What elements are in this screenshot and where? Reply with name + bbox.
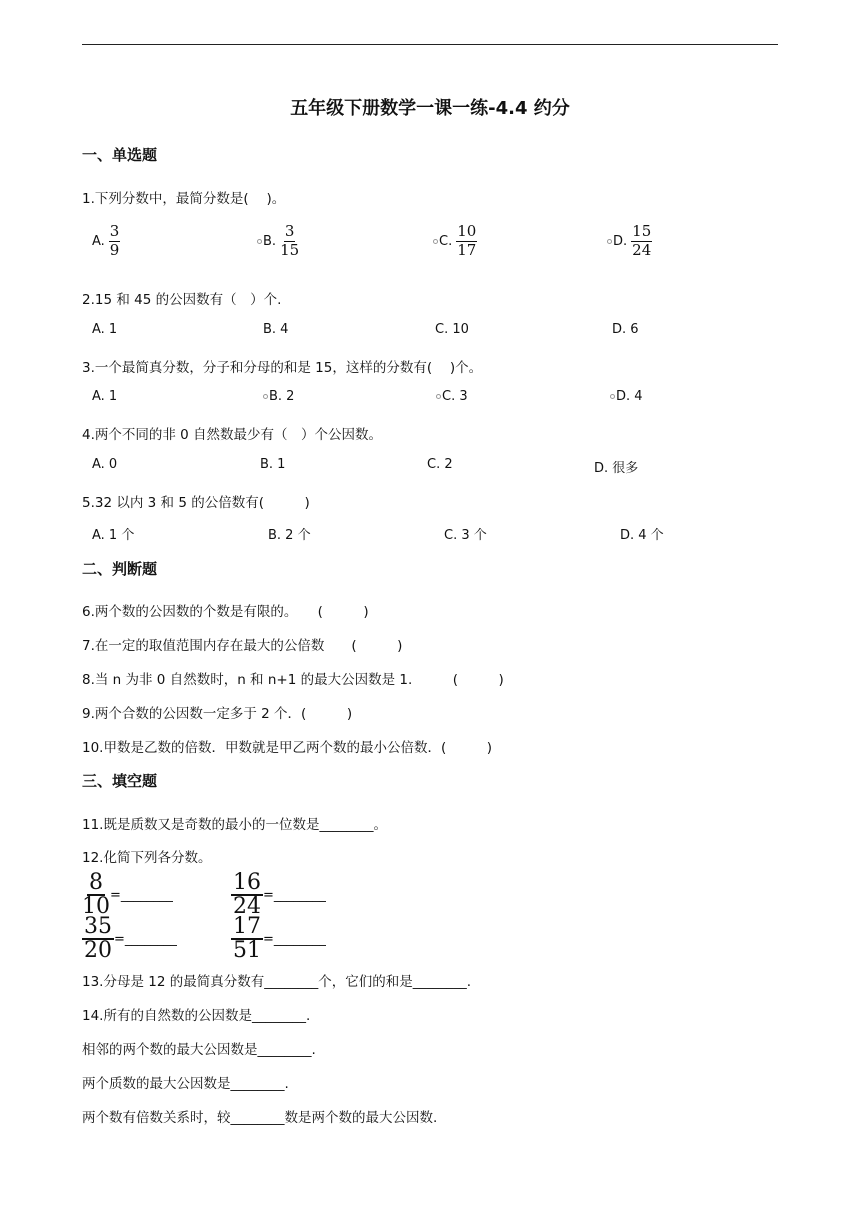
fraction	[82, 916, 114, 962]
question-7: 7.在一定的取值范围内存在最大的公倍数 ( )	[82, 638, 403, 654]
section-heading-single-choice: 一、单选题	[82, 146, 158, 164]
q1-option-c[interactable]	[433, 224, 477, 259]
bullet-dot-icon	[257, 239, 262, 244]
numerator: 3	[109, 222, 120, 240]
q4-option-b[interactable]: B. 1	[260, 457, 286, 472]
header-rule	[82, 44, 778, 45]
q2-option-c[interactable]: C. 10	[435, 322, 469, 337]
question-5: 5.32 以内 3 和 5 的公倍数有( )	[82, 495, 310, 511]
q5-option-b[interactable]: B. 2 个	[268, 528, 311, 543]
question-2: 2.15 和 45 的公因数有（ ）个.	[82, 292, 282, 308]
fraction	[280, 224, 299, 259]
fraction	[231, 916, 263, 962]
question-10: 10.甲数是乙数的倍数．甲数就是甲乙两个数的最小公倍数．( )	[82, 740, 493, 756]
q1-option-a[interactable]	[92, 224, 120, 259]
q4-option-d[interactable]: D. 很多	[594, 461, 639, 476]
answer-blank[interactable]: =________	[114, 931, 177, 947]
question-14: 14.所有的自然数的公因数是________.	[82, 1008, 311, 1024]
bullet-dot-icon	[436, 394, 441, 399]
q4-option-c[interactable]: C. 2	[427, 457, 453, 472]
question-8: 8.当 n 为非 0 自然数时，n 和 n+1 的最大公因数是 1. ( )	[82, 672, 504, 688]
option-label: D.	[613, 233, 628, 249]
fraction	[631, 224, 652, 259]
denominator: 9	[109, 240, 120, 259]
q3-option-c[interactable]	[436, 389, 468, 404]
q12-item-2	[231, 872, 326, 918]
question-9: 9.两个合数的公因数一定多于 2 个．( )	[82, 706, 353, 722]
q2-option-b[interactable]: B. 4	[263, 322, 289, 337]
denominator: 51	[233, 938, 261, 963]
fraction	[456, 224, 477, 259]
answer-blank[interactable]: =________	[263, 887, 326, 903]
q1-option-d[interactable]	[607, 224, 652, 259]
q2-option-a[interactable]: A. 1	[92, 322, 118, 337]
option-text: D. 4	[616, 389, 643, 404]
numerator: 35	[84, 914, 112, 939]
answer-blank[interactable]: =________	[110, 887, 173, 903]
q5-option-d[interactable]: D. 4 个	[620, 528, 664, 543]
option-label: C.	[439, 233, 453, 249]
bullet-dot-icon	[610, 394, 615, 399]
q5-option-a[interactable]: A. 1 个	[92, 528, 135, 543]
option-text: C. 3	[442, 389, 468, 404]
question-3: 3.一个最简真分数，分子和分母的和是 15，这样的分数有( )个。	[82, 360, 483, 376]
question-11: 11.既是质数又是奇数的最小的一位数是________。	[82, 817, 387, 833]
question-14-line-4: 两个数有倍数关系时，较________数是两个数的最大公因数.	[82, 1110, 438, 1126]
question-14-line-3: 两个质数的最大公因数是________.	[82, 1076, 289, 1092]
denominator: 24	[233, 894, 261, 919]
q3-option-b[interactable]	[263, 389, 294, 404]
question-1: 1.下列分数中，最简分数是( )。	[82, 191, 286, 207]
q4-option-a[interactable]: A. 0	[92, 457, 118, 472]
question-4: 4.两个不同的非 0 自然数最少有（ ）个公因数。	[82, 427, 383, 443]
section-heading-true-false: 二、判断题	[82, 560, 158, 578]
question-14-line-2: 相邻的两个数的最大公因数是________.	[82, 1042, 316, 1058]
page-title: 五年级下册数学一课一练-4.4 约分	[290, 98, 570, 119]
question-6: 6.两个数的公因数的个数是有限的。 ( )	[82, 604, 369, 620]
q12-item-3	[82, 916, 177, 962]
q1-option-b[interactable]	[257, 224, 299, 259]
denominator: 20	[84, 938, 112, 963]
numerator: 3	[284, 222, 295, 240]
bullet-dot-icon	[433, 239, 438, 244]
numerator: 15	[632, 222, 652, 240]
q5-option-c[interactable]: C. 3 个	[444, 528, 487, 543]
bullet-dot-icon	[263, 394, 268, 399]
numerator: 8	[89, 870, 103, 895]
denominator: 17	[457, 240, 477, 259]
option-label: B.	[263, 233, 277, 249]
q3-option-a[interactable]: A. 1	[92, 389, 118, 404]
bullet-dot-icon	[607, 239, 612, 244]
answer-blank[interactable]: =________	[263, 931, 326, 947]
question-12: 12.化简下列各分数。	[82, 850, 212, 866]
denominator: 24	[632, 240, 652, 259]
fraction	[82, 872, 110, 918]
fraction	[109, 224, 121, 259]
numerator: 16	[233, 870, 261, 895]
q2-option-d[interactable]: D. 6	[612, 322, 639, 337]
denominator: 15	[280, 240, 300, 259]
denominator: 10	[82, 894, 110, 919]
numerator: 17	[233, 914, 261, 939]
numerator: 10	[457, 222, 477, 240]
q3-option-d[interactable]	[610, 389, 643, 404]
q12-item-1	[82, 872, 173, 918]
option-label: A.	[92, 233, 105, 249]
q12-item-4	[231, 916, 326, 962]
question-13: 13.分母是 12 的最简真分数有________个，它们的和是________.	[82, 974, 472, 990]
section-heading-fill-in: 三、填空题	[82, 772, 158, 790]
fraction	[231, 872, 263, 918]
option-text: B. 2	[269, 389, 295, 404]
